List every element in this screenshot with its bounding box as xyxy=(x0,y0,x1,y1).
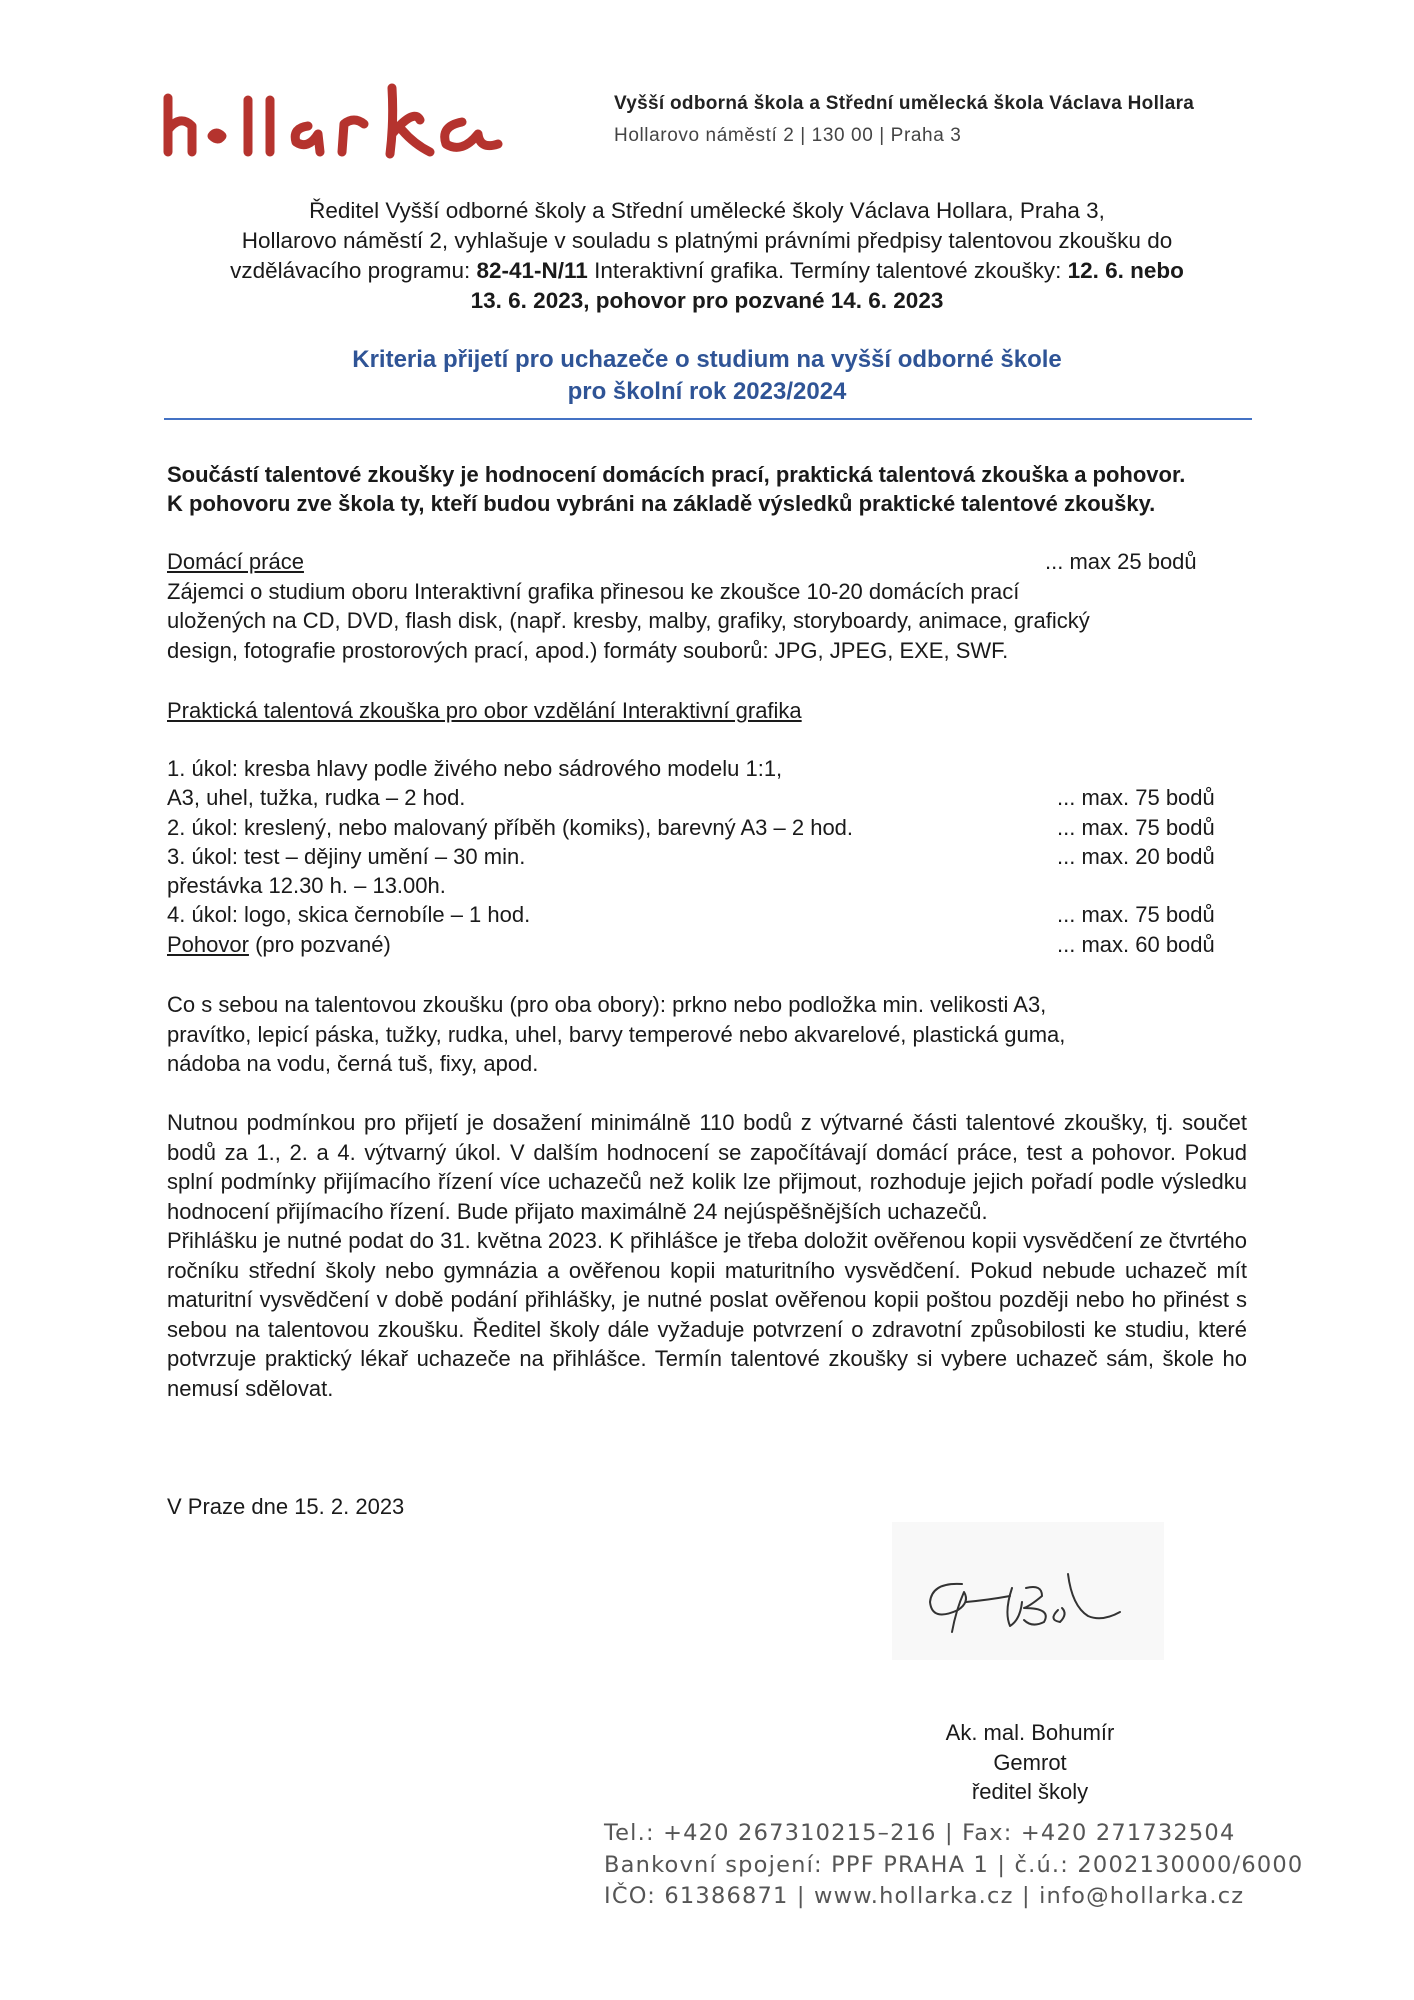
footer-bank: Bankovní spojení: PPF PRAHA 1 | č.ú.: 2002130000/6000 xyxy=(604,1851,1304,1878)
task-text: přestávka 12.30 h. – 13.00h. xyxy=(167,873,446,899)
intro-line xyxy=(160,256,1254,286)
sebou-line: Co s sebou na talentovou zkoušku (pro oba obory): prkno nebo podložka min. velikosti A3, xyxy=(167,992,1047,1017)
intro-paragraph xyxy=(160,196,1254,316)
task-text: 4. úkol: logo, skica černobíle – 1 hod. xyxy=(167,902,531,928)
intro-text: vzdělávacího programu: xyxy=(230,258,477,283)
hollarka-logo xyxy=(158,78,510,168)
domaci-line: Zájemci o studium oboru Interaktivní grafika přinesou ke zkoušce 10-20 domácích prací xyxy=(167,578,1020,604)
sebou-paragraph xyxy=(167,990,1065,1079)
task-row xyxy=(167,842,1247,871)
program-code: 82-41-N/11 xyxy=(476,258,588,283)
podminka-paragraph: Nutnou podmínkou pro přijetí je dosažení minimálně 110 bodů z výtvarné části talentové zkoušky, tj. součet bodů za 1., 2. a 4. výtvarný úkol. V dalším hodnocení se započítávají domácí práce, test a pohovor. Pokud splní podmínky přijímacího řízení více uchazečů než kolik lze přijmout, rozhoduje jejich pořadí podle výsledku hodnocení přijímacího řízení. Bude přijato maximálně 24 nejúspěšnějších uchazečů. xyxy=(167,1110,1247,1224)
pohovor-row xyxy=(167,930,1247,959)
prihlaska-paragraph: Přihlášku je nutné podat do 31. května 2023. K přihlášce je třeba doložit ověřenou kopii vysvědčení ze čtvrtého ročníku střední školy nebo gymnázia a ověřenou kopii maturitního vysvědčení. Pokud nebude uchazeč mít maturitní vysvědčení v době podání přihlášky, je nutné poslat ověřenou kopii poštou později nebo ho přinést s sebou na talentovou zkoušku. Ředitel školy dále vyžaduje potvrzení o zdravotní způsobilosti ke studiu, které potvrzuje praktický lékař uchazeče na přihlášce. Termín talentové zkoušky si vybere uchazeč sám, škole ho nemusí sdělovat. xyxy=(167,1228,1247,1401)
task-row xyxy=(167,900,1247,929)
task-text: 1. úkol: kresba hlavy podle živého nebo sádrového modelu 1:1, xyxy=(167,756,783,781)
school-header xyxy=(614,88,1194,152)
intro-line: Hollarovo náměstí 2, vyhlašuje v souladu s platnými právními předpisy talentovou zkoušku do xyxy=(241,228,1173,253)
intro-line: Ředitel Vyšší odborné školy a Střední umělecké školy Václava Hollara, Praha 3, xyxy=(309,198,1105,223)
signer-name: Ak. mal. Bohumír Gemrot xyxy=(945,1720,1115,1775)
signature-image xyxy=(892,1522,1164,1660)
exam-dates-line: 13. 6. 2023, pohovor pro pozvané 14. 6. 2023 xyxy=(470,288,944,313)
school-address: Hollarovo náměstí 2 | 130 00 | Praha 3 xyxy=(614,125,962,146)
task-points: ... max. 75 bodů xyxy=(1057,902,1215,928)
lead-line: K pohovoru zve škola ty, kteří budou vybráni na základě výsledků praktické talentové zkoušky. xyxy=(167,491,1156,516)
criteria-title: Kriteria přijetí pro uchazeče o studium na vyšší odborné škole xyxy=(352,346,1062,373)
criteria-heading xyxy=(160,344,1254,408)
domaci-section xyxy=(167,547,1090,665)
signer-block xyxy=(920,1718,1140,1807)
task-row xyxy=(167,871,1247,900)
footer-phone: Tel.: +420 267310215–216 | Fax: +420 271732504 xyxy=(604,1820,1236,1846)
lead-paragraph xyxy=(167,460,1257,518)
prakticka-title xyxy=(167,696,802,726)
criteria-year: pro školní rok 2023/2024 xyxy=(567,378,847,405)
task-points: ... max. 20 bodů xyxy=(1057,843,1215,869)
lead-line: Součástí talentové zkoušky je hodnocení domácích prací, praktická talentová zkouška a pohovor. xyxy=(167,462,1186,487)
task-text: 2. úkol: kreslený, nebo malovaný příběh (komiks), barevný A3 – 2 hod. xyxy=(167,814,854,840)
task-text: 3. úkol: test – dějiny umění – 30 min. xyxy=(167,843,526,869)
prakticka-title-text: Praktická talentová zkouška pro obor vzdělání Interaktivní grafika xyxy=(167,698,802,723)
domaci-points: ... max 25 bodů xyxy=(1045,549,1197,574)
task-text: A3, uhel, tužka, rudka – 2 hod. xyxy=(167,785,466,811)
footer-contacts xyxy=(604,1818,1303,1913)
pohovor-note: (pro pozvané) xyxy=(248,931,391,957)
date-text: V Praze dne 15. 2. 2023 xyxy=(167,1494,405,1519)
sebou-line: pravítko, lepicí páska, tužky, rudka, uhel, barvy temperové nebo akvarelové, plastická guma, xyxy=(167,1021,1066,1047)
task-points: ... max. 75 bodů xyxy=(1057,785,1215,811)
podminka-section xyxy=(167,1108,1247,1403)
task-points: ... max. 75 bodů xyxy=(1057,814,1215,840)
footer-web: IČO: 61386871 | www.hollarka.cz | info@hollarka.cz xyxy=(604,1883,1245,1909)
task-row xyxy=(167,754,1247,783)
date-line xyxy=(167,1492,404,1522)
pohovor-label: Pohovor xyxy=(167,931,249,957)
domaci-line: design, fotografie prostorových prací, apod.) formáty souborů: JPG, JPEG, EXE, SWF. xyxy=(167,637,1009,663)
domaci-title: Domácí práce xyxy=(167,549,304,574)
task-row xyxy=(167,783,1247,812)
intro-text: Interaktivní grafika. Termíny talentové zkoušky: xyxy=(587,258,1068,283)
school-name: Vyšší odborná škola a Střední umělecká škola Václava Hollara xyxy=(614,93,1195,114)
task-row xyxy=(167,813,1247,842)
pohovor-points: ... max. 60 bodů xyxy=(1057,931,1215,957)
signer-role: ředitel školy xyxy=(971,1779,1089,1804)
task-list xyxy=(167,754,1247,959)
sebou-line: nádoba na vodu, černá tuš, fixy, apod. xyxy=(167,1051,539,1076)
domaci-line: uložených na CD, DVD, flash disk, (např. kresby, malby, grafiky, storyboardy, animace, grafický xyxy=(167,608,1090,633)
heading-divider xyxy=(164,418,1252,420)
exam-date: 12. 6. nebo xyxy=(1067,258,1184,283)
